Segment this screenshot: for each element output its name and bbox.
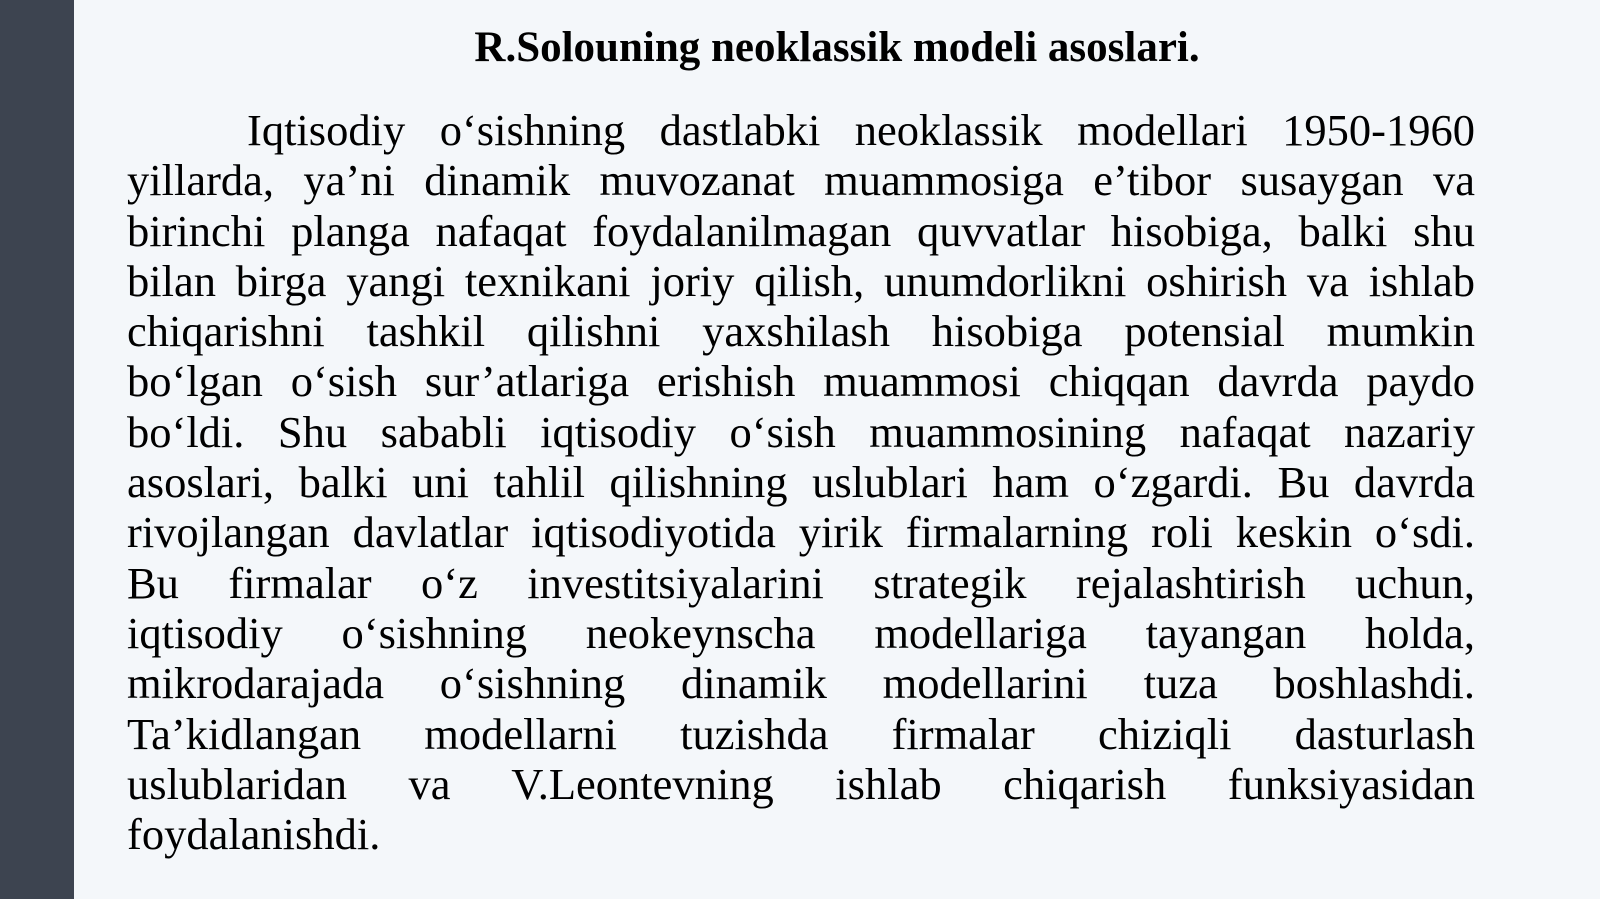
body-paragraph <box>127 105 1475 859</box>
paragraph-line: mikrodarajada o‘sishning dinamik modellarini tuza boshlashdi. <box>127 658 1475 709</box>
paragraph-line: yillarda, ya’ni dinamik muvozanat muammosiga e’tibor susaygan va <box>127 155 1475 206</box>
sidebar-accent-bar <box>0 0 74 899</box>
paragraph-line: Ta’kidlangan modellarni tuzishda firmalar chiziqli dasturlash <box>127 708 1475 759</box>
paragraph-line: uslublaridan va V.Leontevning ishlab chiqarish funksiyasidan <box>127 758 1475 809</box>
paragraph-line: bilan birga yangi texnikani joriy qilish, unumdorlikni oshirish va ishlab <box>127 255 1475 306</box>
paragraph-line: rivojlangan davlatlar iqtisodiyotida yirik firmalarning roli keskin o‘sdi. <box>127 507 1475 558</box>
paragraph-line: asoslari, balki uni tahlil qilishning uslublari ham o‘zgardi. Bu davrda <box>127 457 1475 508</box>
paragraph-line: bo‘lgan o‘sish sur’atlariga erishish muammosi chiqqan davrda paydo <box>127 356 1475 407</box>
paragraph-line: Iqtisodiy o‘sishning dastlabki neoklassik modellari 1950-1960 <box>247 105 1475 155</box>
paragraph-line: bo‘ldi. Shu sababli iqtisodiy o‘sish muammosining nafaqat nazariy <box>127 406 1475 457</box>
paragraph-line: Bu firmalar o‘z investitsiyalarini strategik rejalashtirish uchun, <box>127 557 1475 608</box>
paragraph-line: iqtisodiy o‘sishning neokeynscha modellariga tayangan holda, <box>127 607 1475 658</box>
paragraph-line: birinchi planga nafaqat foydalanilmagan quvvatlar hisobiga, balki shu <box>127 205 1475 256</box>
paragraph-line: chiqarishni tashkil qilishni yaxshilash hisobiga potensial mumkin <box>127 306 1475 357</box>
paragraph-line: foydalanishdi. <box>127 809 381 860</box>
slide-title: R.Solouning neoklassik modeli asoslari. <box>474 24 1200 71</box>
